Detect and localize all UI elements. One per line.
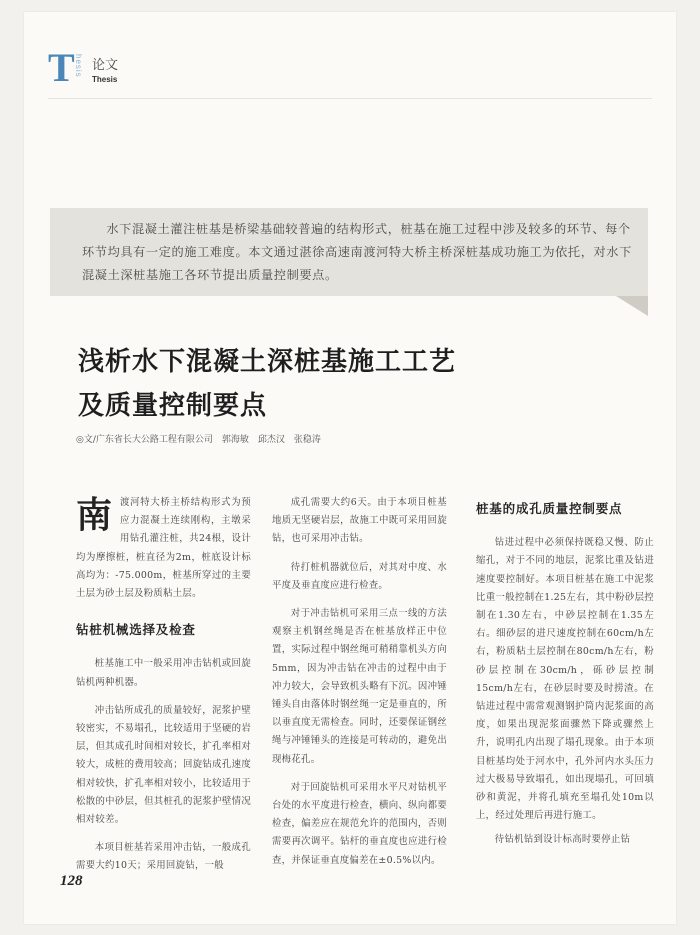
title-line-1: 浅析水下混凝土深桩基施工工艺 [78, 347, 457, 377]
abstract-corner-decoration [616, 296, 648, 316]
logo-vertical-text: hesis [74, 54, 83, 78]
intro-paragraph: 渡河特大桥主桥结构形式为预应力混凝土连续刚构，主墩采用钻孔灌注桩，共24根，设计均为摩擦桩，桩直径为2m，桩底设计标高均为：-75.000m，桩基所穿过的主要土层为砂土层及粉质粘土层。 [76, 497, 251, 600]
paragraph: 钻进过程中必须保持既稳又慢、防止缩孔，对于不同的地层，泥浆比重及钻进速度要控制好。本项目桩基在施工中泥浆比重一般控制在1.25左右，其中粉砂层控制在1.30左右，中砂层控制在1.35左右。细砂层的进尺速度控制在60cm/h左右，粉质粘土层控制在80cm/h左右，粉砂层控制在30cm/h，砾砂层控制15cm/h左右，在砂层时要及时捞渣。在钻进过程中需常观测钢护筒内泥浆面的高度，如果出现泥浆面骤然下降或骤然上升，说明孔内出现了塌孔现象。由于本项目桩基均处于河水中，孔外河内水头压力过大极易导致塌孔，如出现塌孔，可回填砂和黄泥，并将孔填充至塌孔处10m以上，经过处理后再进行施工。 [476, 537, 654, 822]
paragraph: 桩基施工中一般采用冲击钻机或回旋钻机两种机器。 [76, 658, 251, 688]
paragraph: 本项目桩基若采用冲击钻，一般成孔需要大约10天；采用回旋钻，一般 [76, 842, 251, 872]
paragraph: 对于冲击钻机可采用三点一线的方法观察主机钢丝绳是否在桩基放样正中位置，实际过程中钢丝绳可稍稍靠机头方向5mm，因为冲击钻在冲击的过程中由于冲力较大，会导致机头略有下沉。因冲锤锤头自由落体时钢丝绳一定是垂直的，所以垂直度无需检查。同时，还要保证钢丝绳与冲锤锤头的连接是可转动的，避免出现梅花孔。 [272, 608, 447, 765]
section-label-cn: 论文 [92, 58, 119, 73]
header-rule [48, 98, 652, 99]
abstract-text: 水下混凝土灌注桩基是桥梁基础较普遍的结构形式，桩基在施工过程中涉及较多的环节、每个环节均具有一定的施工难度。本文通过湛徐高速南渡河特大桥主桥深桩基成功施工为依托，对水下混凝土深桩基施工各环节提出质量控制要点。 [82, 222, 632, 282]
section-logo [48, 45, 168, 90]
page-number: 128 [60, 873, 83, 889]
drop-cap: 南 [76, 495, 113, 536]
column-2 [272, 494, 447, 870]
section-heading-hole-quality: 桩基的成孔质量控制要点 [476, 501, 623, 516]
paragraph: 冲击钻所成孔的质量较好，泥浆护壁较密实，不易塌孔，比较适用于坚硬的岩层，但其成孔时间相对较长，扩孔率相对较大，成桩的费用较高；回旋钻成孔速度相对较快，扩孔率相对较小，比较适用于松散的中砂层，但其桩孔的泥浆护壁情况相对较差。 [76, 704, 251, 826]
byline: ◎文/广东省长大公路工程有限公司 郭海敏 邱杰汉 张稳涛 [76, 435, 321, 445]
column-3 [476, 494, 654, 850]
logo-letter: T [48, 45, 75, 90]
paragraph: 成孔需要大约6天。由于本项目桩基地质无坚硬岩层，故施工中既可采用回旋钻，也可采用冲击钻。 [272, 497, 447, 545]
section-heading-drill-selection: 钻桩机械选择及检查 [76, 622, 196, 638]
paragraph: 对于回旋钻机可采用水平尺对钻机平台处的水平度进行检查，横向、纵向都要检查，偏差应在规范允许的范围内，否则需要再次调平。钻杆的垂直度也应进行检查，并保证垂直度偏差在±0.5%以内。 [272, 781, 447, 866]
section-label-en: Thesis [92, 75, 118, 84]
column-1 [76, 494, 251, 876]
title-line-2: 及质量控制要点 [78, 391, 268, 421]
article-title [78, 340, 638, 428]
paragraph: 待钻机钻到设计标高时要停止钻 [494, 834, 631, 846]
paragraph: 待打桩机器就位后，对其对中度、水平度及垂直度应进行检查。 [272, 561, 447, 591]
